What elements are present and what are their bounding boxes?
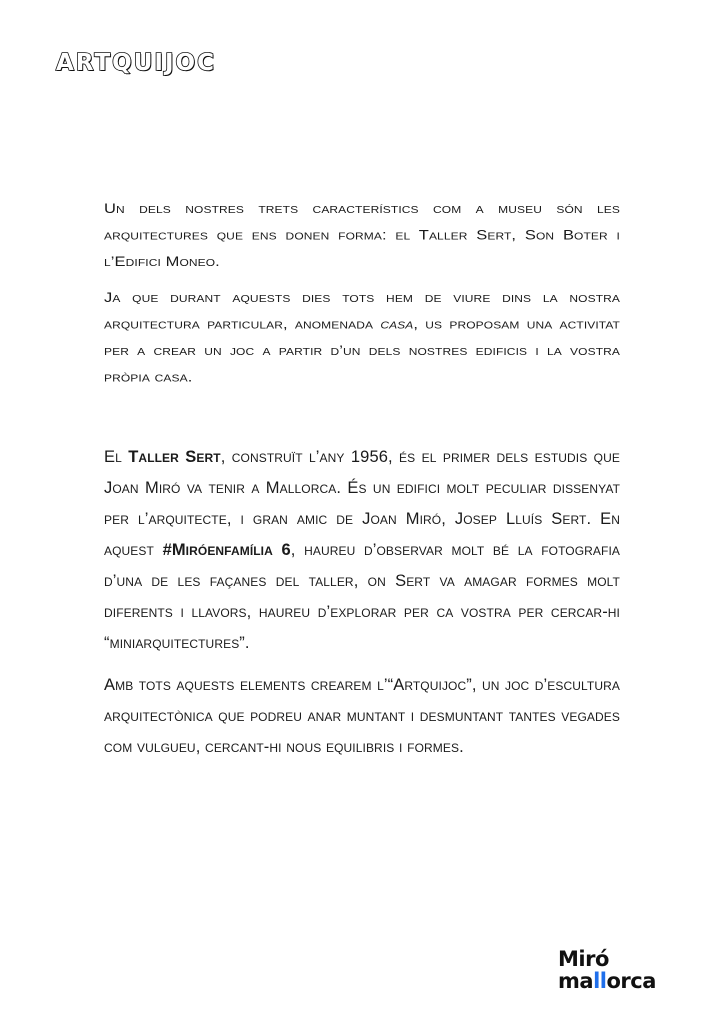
casa-emphasis: casa xyxy=(380,316,414,332)
intro-paragraph-2-start: Ja que durant aquests dies tots hem de viure dins la nostra arquitectura particular, anomenada xyxy=(104,289,620,332)
hashtag-highlight: #Miróenfamília 6 xyxy=(162,541,291,559)
miro-mallorca-logo xyxy=(558,948,656,992)
sert-paragraph-1-start: El xyxy=(104,448,129,466)
sert-paragraph-2: Amb tots aquests elements crearem l’“Artquijoc”, un joc d’escultura arquitectònica que podreu anar muntant i desmuntant tantes vegades com vulgueu, cercant-hi nous equilibris i formes. xyxy=(104,676,620,756)
intro-paragraph-2 xyxy=(104,285,620,391)
logo-mallorca-accent: ll xyxy=(593,969,607,993)
taller-sert-section xyxy=(104,442,620,774)
logo-mallorca-end: orca xyxy=(606,969,656,993)
page-title: ARTQUIJOC xyxy=(56,50,216,76)
intro-section xyxy=(104,196,620,400)
logo-word-mallorca xyxy=(558,970,656,992)
sert-paragraph-1-middle: , construït l’any 1956, és el primer dels estudis que Joan Miró va tenir a Mallorca. És un edifici molt peculiar dissenyat per l’arquitecte, i gran amic de Joan Miró, Josep Lluís Sert. En aquest xyxy=(104,448,621,559)
logo-mallorca-start: ma xyxy=(558,969,594,993)
logo-word-miro: Miró xyxy=(558,947,609,971)
intro-paragraph-2-end: , us proposam una activitat per a crear un joc a partir d’un dels nostres edificis i la vostra pròpia casa. xyxy=(104,316,620,385)
sert-paragraph-1 xyxy=(104,442,620,659)
sert-paragraph-1-end: , haureu d’observar molt bé la fotografia d’una de les façanes del taller, on Sert va amagar formes molt diferents i llavors, haureu d’explorar per ca vostra per cercar-hi “miniarquitectures”. xyxy=(104,541,621,652)
taller-sert-highlight: Taller Sert xyxy=(128,448,221,466)
intro-paragraph-1: Un dels nostres trets característics com a museu són les arquitectures que ens donen forma: el Taller Sert, Son Boter i l’Edifici Moneo. xyxy=(104,201,620,270)
